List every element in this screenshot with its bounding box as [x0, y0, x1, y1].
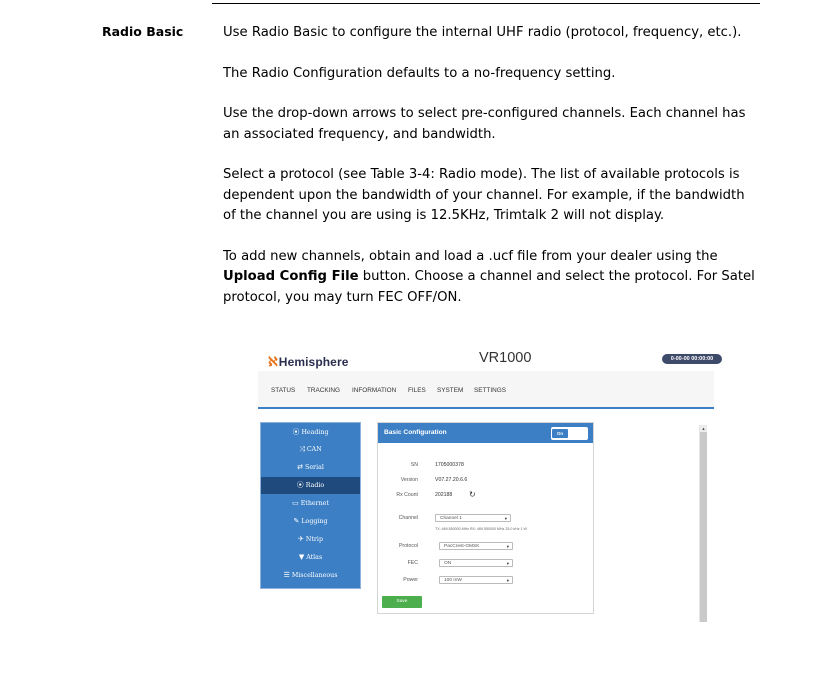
rx-count-value: 202188	[435, 492, 453, 498]
sidebar-item-ntrip[interactable]	[261, 531, 360, 548]
sn-label: SN	[410, 462, 418, 468]
sidebar-label: Logging	[301, 518, 328, 525]
header-rule	[212, 3, 760, 4]
settings-sidebar	[260, 422, 361, 589]
chevron-down-icon: ▾	[504, 516, 507, 521]
channel-frequency: TX: 469.550000 MHz RX: 469.550000 MHz 25.0 kHz 1 W	[435, 527, 527, 531]
upload-text-after: button. Choose a channel and select the protocol. For Satel protocol, you may turn FEC OFF/ON.	[223, 269, 755, 305]
power-label: Power	[403, 577, 418, 583]
paragraph-intro: Use Radio Basic to configure the internal UHF radio (protocol, frequency, etc.).	[223, 25, 742, 40]
paragraph-protocol: Select a protocol (see Table 3-4: Radio mode). The list of available protocols is dependent upon the bandwidth of your channel. For example, if the bandwidth of the channel you are using is 12.5KHz, Trimtalk 2 will not display.	[223, 167, 745, 223]
fec-value: ON	[444, 561, 452, 566]
fec-label: FEC	[407, 560, 418, 566]
clock-badge: 0-00-00 00:00:00	[662, 354, 722, 364]
scroll-up-icon[interactable]: ▲	[701, 426, 706, 431]
description-column	[223, 23, 758, 328]
sidebar-item-serial[interactable]	[261, 459, 360, 476]
sidebar-item-ethernet[interactable]	[261, 495, 360, 512]
protocol-value: PacCrest-GMSK	[444, 544, 480, 549]
channel-value: Channel 1	[440, 516, 462, 521]
sidebar-label: CAN	[306, 446, 322, 453]
sidebar-label: Radio	[305, 482, 325, 489]
sidebar-label: Serial	[305, 464, 324, 471]
panel-title: Basic Configuration	[384, 429, 447, 436]
toggle-on-label: On	[552, 429, 568, 438]
protocol-label: Protocol	[398, 543, 418, 549]
ethernet-icon: ▭	[292, 499, 299, 507]
can-icon: ⤨	[299, 445, 305, 453]
atlas-icon: ▼	[298, 553, 305, 561]
page-scrollbar[interactable]	[699, 425, 707, 622]
paragraph-default: The Radio Configuration defaults to a no-frequency setting.	[223, 65, 616, 81]
nav-tracking[interactable]: TRACKING	[307, 387, 341, 394]
basic-configuration-panel	[377, 422, 594, 614]
chevron-down-icon: ▾	[506, 578, 509, 583]
heading-icon: ⦿	[292, 428, 300, 436]
chevron-down-icon: ▾	[506, 561, 509, 566]
fec-select[interactable]	[439, 559, 513, 567]
radio-icon: ⦿	[296, 481, 304, 489]
sn-value: 1705000378	[435, 462, 464, 468]
power-select[interactable]	[439, 576, 513, 584]
sidebar-item-logging[interactable]	[261, 513, 360, 530]
serial-icon: ⇄	[297, 463, 304, 471]
sidebar-label: Miscellaneous	[291, 572, 338, 579]
paragraph-upload	[223, 247, 758, 309]
ntrip-icon: ✈	[298, 535, 304, 543]
panel-header	[378, 423, 593, 443]
paragraph-channels: Use the drop-down arrows to select pre-configured channels. Each channel has an associated frequency, and bandwidth.	[223, 106, 746, 142]
hemisphere-mark-icon: ℵ	[268, 354, 278, 369]
sidebar-item-heading[interactable]	[261, 424, 360, 441]
sidebar-item-miscellaneous[interactable]	[261, 567, 360, 584]
upload-config-file-term: Upload Config File	[223, 269, 359, 284]
save-button[interactable]: Save	[382, 596, 422, 608]
brand-name: Hemisphere	[278, 355, 349, 369]
nav-status[interactable]: STATUS	[271, 387, 296, 394]
sidebar-label: Ntrip	[305, 536, 323, 543]
sidebar-item-can[interactable]	[261, 441, 360, 458]
sidebar-label: Heading	[301, 429, 329, 436]
rx-count-label: Rx Count	[396, 492, 418, 498]
version-label: Version	[400, 477, 418, 483]
version-value: V07.27.20.6.6	[435, 477, 468, 483]
menu-icon: ☰	[283, 571, 290, 579]
refresh-icon[interactable]: ↻	[469, 490, 476, 499]
protocol-select[interactable]	[439, 542, 513, 550]
nav-files[interactable]: FILES	[408, 387, 426, 394]
nav-settings[interactable]: SETTINGS	[474, 387, 506, 394]
power-value: 100 mW	[444, 578, 462, 583]
channel-select[interactable]	[435, 514, 511, 522]
sidebar-item-atlas[interactable]	[261, 549, 360, 566]
hemisphere-logo	[268, 354, 349, 370]
top-nav	[258, 371, 714, 409]
radio-basic-screenshot	[258, 345, 718, 625]
device-title: VR1000	[479, 350, 532, 366]
radio-on-toggle[interactable]	[551, 427, 588, 440]
upload-text-before: To add new channels, obtain and load a .ucf file from your dealer using the	[223, 248, 718, 264]
term-radio-basic: Radio Basic	[102, 24, 184, 39]
nav-system[interactable]: SYSTEM	[437, 387, 464, 394]
logging-icon: ✎	[293, 517, 300, 525]
chevron-down-icon: ▾	[506, 544, 509, 549]
channel-label: Channel	[398, 515, 418, 521]
sidebar-label: Ethernet	[300, 500, 329, 507]
sidebar-label: Atlas	[306, 554, 323, 561]
nav-information[interactable]: INFORMATION	[352, 387, 397, 394]
sidebar-item-radio[interactable]	[261, 477, 360, 494]
